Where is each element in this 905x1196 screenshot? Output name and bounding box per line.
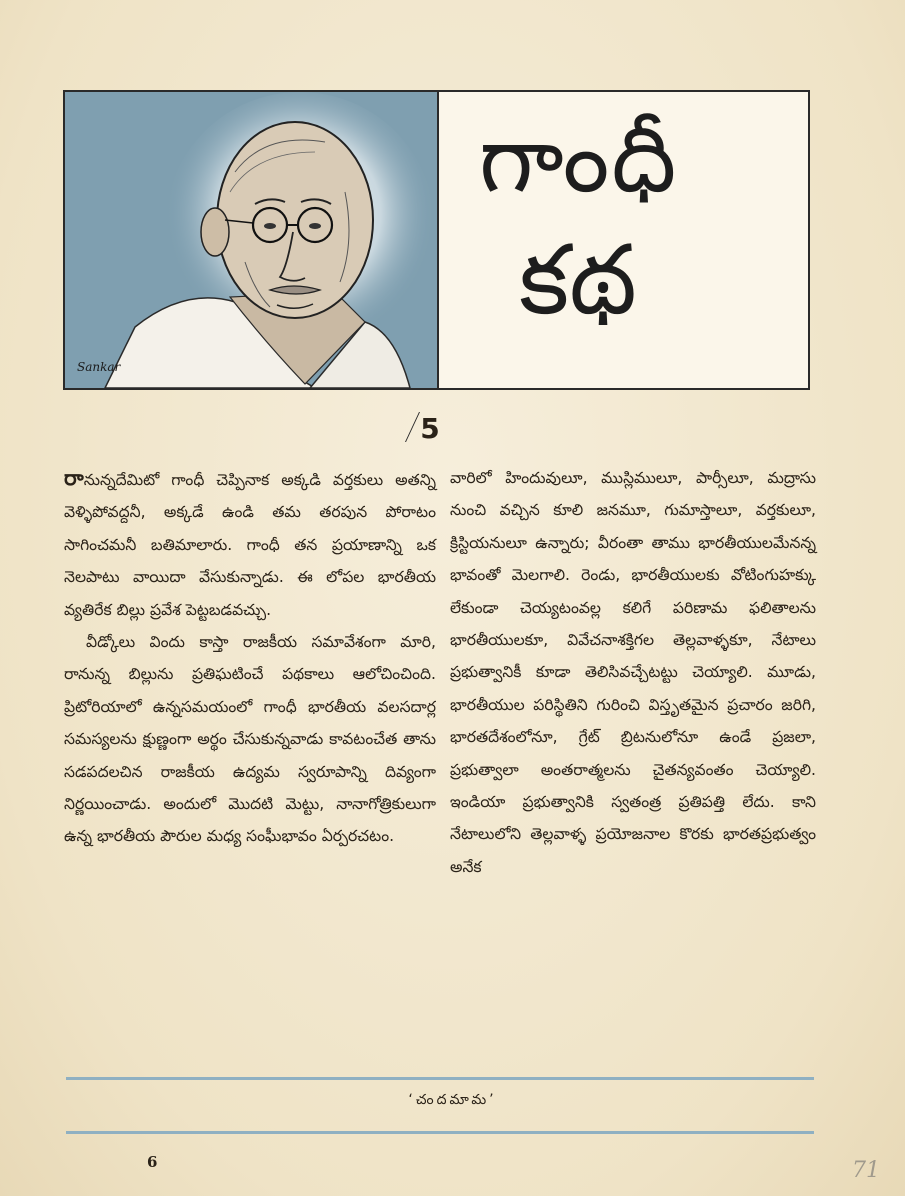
dropcap: రా — [64, 466, 84, 490]
title-banner — [63, 90, 810, 390]
right-paragraph-1: వారిలో హిందువులూ, ముస్లిములూ, పార్సీలూ, మద్రాసు నుంచి వచ్చిన కూలి జనమూ, గుమాస్తాలూ, వర్తకులూ, క్రిస్టియనులూ ఉన్నారు; వీరంతా తాము భారతీయులమేనన్న భావంతో మెలగాలి. రెండు, భారతీయులకు వోటింగుహక్కు లేకుండా చెయ్యటంవల్ల కలిగే పరిణామ ఫలితాలను భారతీయులకూ, వివేచనాశక్తిగల తెల్లవాళ్ళకూ, నేటాలు ప్రభుత్వానికీ కూడా తెలిసివచ్చేటట్టు చెయ్యాలి. మూడు, భారతీయుల పరిస్థితిని గురించి విస్తృతమైన ప్రచారం జరిగి, భారతదేశంలోనూ, గ్రేట్ బ్రిటనులోనూ ఉండే ప్రజలా, ప్రభుత్వాలా అంతరాత్మలను చైతన్యవంతం చెయ్యాలి. ఇండియా ప్రభుత్వానికి స్వతంత్ర ప్రతిపత్తి లేదు. కాని నేటాలులోని తెల్లవాళ్ళ ప్రయోజనాల కొరకు భారతప్రభుత్వం అనేక — [450, 469, 816, 876]
left-paragraph-1 — [64, 462, 436, 626]
chapter-number: 5 — [420, 412, 440, 445]
page-number: 6 — [147, 1153, 158, 1171]
magazine-name: ‘చందమామ’ — [408, 1092, 497, 1108]
left-paragraph-1-text: నున్నదేమిటో గాంధీ చెప్పినాక అక్కడి వర్తకులు అతన్ని వెళ్ళిపోవద్దనీ, అక్కడే ఉండి తమ తరపున పోరాటం సాగించమనీ బతిమాలారు. గాంధీ తన ప్రయాణాన్ని ఒక నెలపాటు వాయిదా వేసుకున్నాడు. ఈ లోపల భారతీయ వ్యతిరేక బిల్లు ప్రవేశ పెట్టబడవచ్చు. — [64, 471, 436, 619]
artist-signature: Sankar — [77, 360, 121, 374]
left-paragraph-2: వీడ్కోలు విందు కాస్తా రాజకీయ సమావేశంగా మారి, రానున్న బిల్లును ప్రతిఘటించే పథకాలు ఆలోచించింది. ప్రిటోరియాలో ఉన్నసమయంలో గాంధీ భారతీయ వలసదార్ల సమస్యలను క్షుణ్ణంగా అర్థం చేసుకున్నవాడు కావటంచేత తాను సడపదలచిన రాజకీయ ఉద్యమ స్వరూపాన్ని దివ్యంగా నిర్ణయించాడు. అందులో మొదటి మెట్టు, నానాగోత్రికులుగా ఉన్న భారతీయ పౌరుల మధ్య సంఘీభావం ఏర్పరచటం. — [64, 633, 436, 846]
portrait-drawing — [65, 92, 437, 388]
right-column — [450, 462, 816, 883]
left-column — [64, 462, 436, 853]
title-katha: కథ — [519, 224, 637, 336]
pencil-mark: 71 — [852, 1158, 880, 1183]
footer-rule-bottom — [66, 1131, 814, 1134]
gandhi-portrait-illustration — [65, 92, 439, 388]
footer-rule-top — [66, 1077, 814, 1080]
title-lettering — [439, 92, 808, 388]
title-gandhi: గాంధీ — [479, 106, 679, 213]
